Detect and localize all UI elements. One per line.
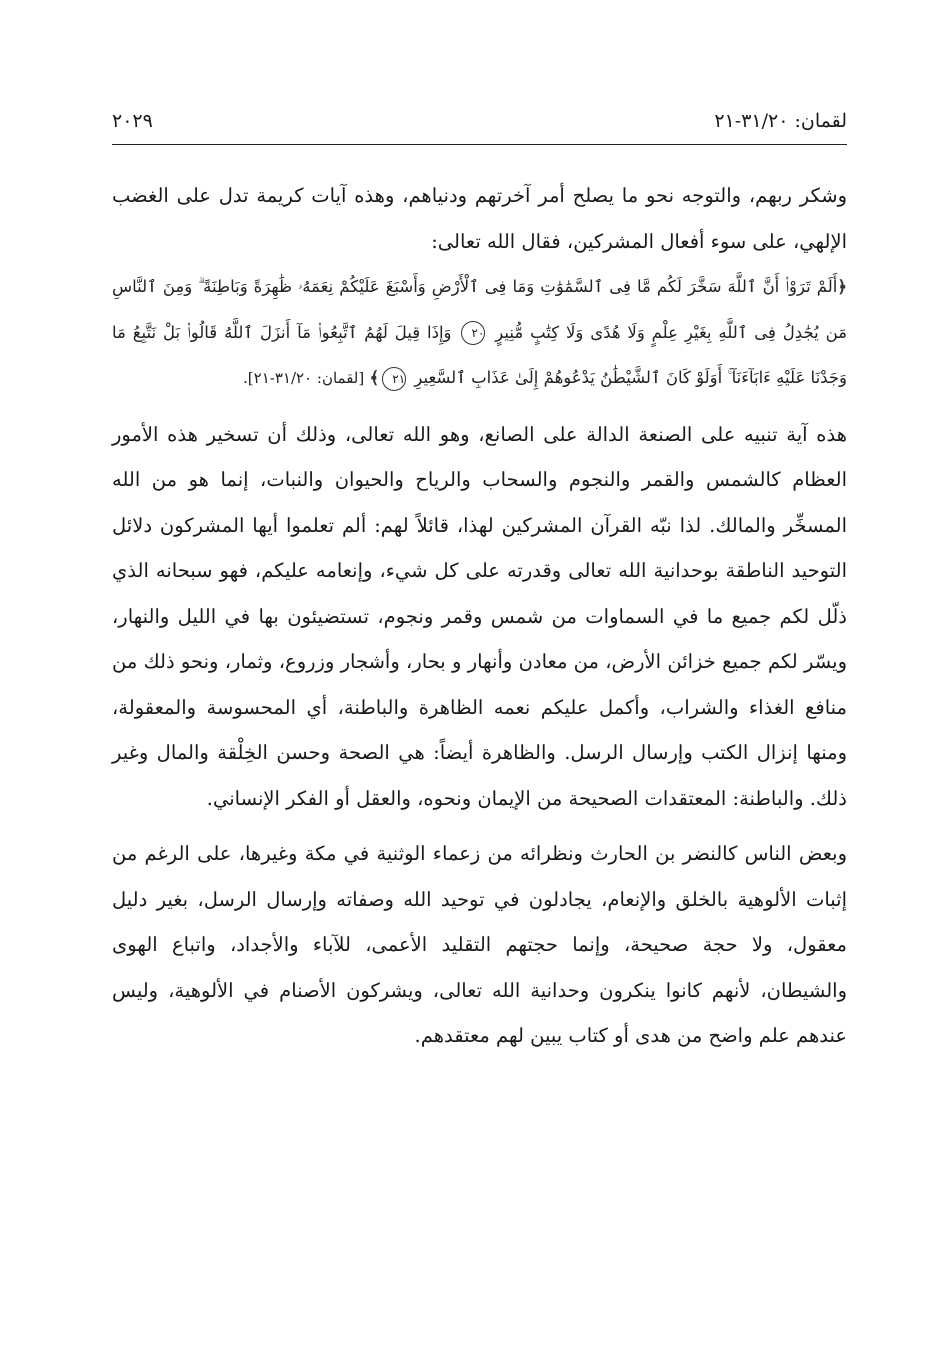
verse-reference: [لقمان: ٣١/٢٠-٢١].	[243, 369, 365, 387]
quran-verses	[112, 264, 847, 402]
book-page	[112, 108, 847, 1059]
intro-paragraph: وشكر ربهم، والتوجه نحو ما يصلح أمر آخرتهم ودنياهم، وهذه آيات كريمة تدل على الغضب الإلهي، على سوء أفعال المشركين، فقال الله تعالى:	[112, 184, 847, 253]
explanation-paragraph: هذه آية تنبيه على الصنعة الدالة على الصانع، وهو الله تعالى، وذلك أن تسخير هذه الأمور العظام كالشمس والقمر والنجوم والسحاب والرياح والحيوان والنبات، إنما هو من الله المسخِّر والمالك. لذا نبّه القرآن المشركين لهذا، قائلاً لهم: ألم تعلموا أيها المشركون دلائل التوحيد الناطقة بوحدانية الله تعالى وقدرته على كل شيء، وإنعامه عليكم، فهو سبحانه الذي ذلّل لكم جميع ما في السماوات من شمس وقمر ونجوم، تستضيئون بها في الليل والنهار، ويسّر لكم جميع خزائن الأرض، من معادن وأنهار و بحار، وأشجار وزروع، وثمار، ونحو ذلك من منافع الغذاء والشراب، وأكمل عليكم نعمه الظاهرة والباطنة، أي المحسوسة والمعقولة، ومنها إنزال الكتب وإرسال الرسل. والظاهرة أيضاً: هي الصحة وحسن الخِلْقة والمال وغير ذلك. والباطنة: المعتقدات الصحيحة من الإيمان ونحوه، والعقل أو الفكر الإنساني.	[112, 422, 847, 810]
page-body	[112, 173, 847, 1059]
ayah-number-21: ٢١	[382, 367, 406, 391]
commentary-paragraph: وبعض الناس كالنضر بن الحارث ونظرائه من زعماء الوثنية في مكة وغيرها، على الرغم من إثبات الألوهية بالخلق والإنعام، يجادلون في توحيد الله وصفاته وإرسال الرسل، بغير دليل معقول، ولا حجة صحيحة، وإنما حجتهم التقليد الأعمى، للآباء والأجداد، واتباع الهوى والشيطان، لأنهم كانوا ينكرون وحدانية الله تعالى، ويشركون الأصنام في الألوهية، وليس عندهم علم واضح من هدى أو كتاب يبين لهم معتقدهم.	[112, 842, 847, 1047]
verse-20: أَلَمْ تَرَوْا۟ أَنَّ ٱللَّهَ سَخَّرَ لَكُم مَّا فِى ٱلسَّمَٰوَٰتِ وَمَا فِى ٱلْأَرْضِ وَأَسْبَغَ عَلَيْكُمْ نِعَمَهُۥ ظَٰهِرَةً وَبَاطِنَةً ۗ وَمِنَ ٱلنَّاسِ مَن يُجَٰدِلُ فِى ٱللَّهِ بِغَيْرِ عِلْمٍ وَلَا هُدًى وَلَا كِتَٰبٍ مُّنِيرٍ	[112, 277, 847, 342]
ayah-number-20: ٢٠	[461, 321, 485, 345]
verse-21: وَإِذَا قِيلَ لَهُمُ ٱتَّبِعُوا۟ مَآ أَنزَلَ ٱللَّهُ قَالُوا۟ بَلْ نَتَّبِعُ مَا وَجَدْنَا عَلَيْهِ ءَابَآءَنَآ ۚ أَوَلَوْ كَانَ ٱلشَّيْطَٰنُ يَدْعُوهُمْ إِلَىٰ عَذَابِ ٱلسَّعِيرِ	[112, 322, 847, 387]
page-number: ٢٠٢٩	[112, 110, 153, 132]
page-header	[112, 108, 847, 145]
quran-close-bracket: ﴾	[369, 368, 380, 387]
quran-open-bracket: ﴿	[837, 277, 847, 296]
surah-reference: لقمان: ٣١/٢٠-٢١	[714, 110, 847, 132]
